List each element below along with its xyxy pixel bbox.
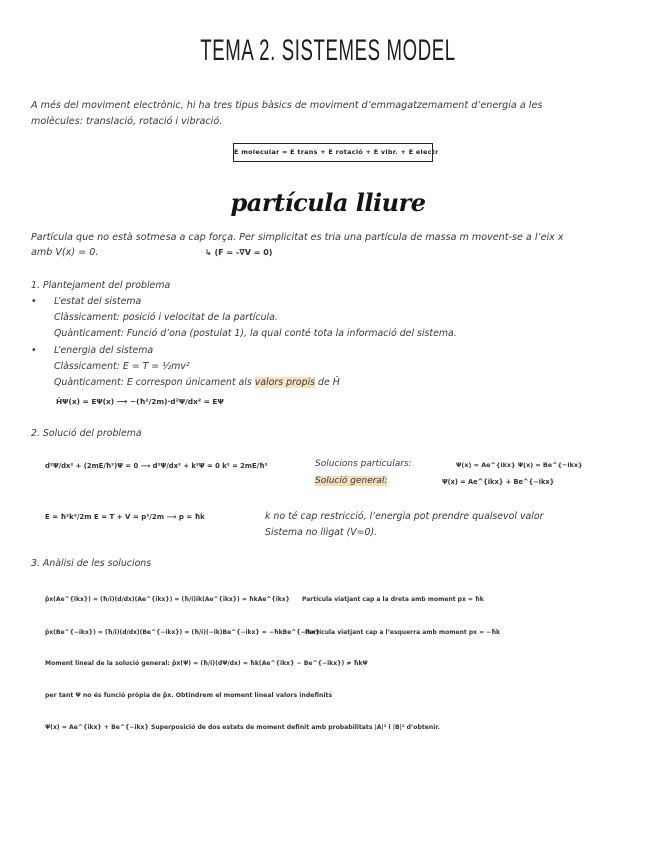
section3-line-2-eq: p̂x(Be^{−ikx}) = (ħ/i)(d/dx)(Be^{−ikx}) = (ħ/i)(−ik)Be^{−ikx} = −ħkBe^{−ikx} [45,629,320,636]
section1-classic-2: Clàssicament: E = T = ½mv² [54,361,190,372]
section1-heading: 1. Plantejament del problema [31,280,171,291]
energy-equation-box: Ε molecular = Ε trans + Ε rotació + Ε vibr. + Ε electr [233,143,433,162]
section2-note-2: Sistema no lligat (V=0). [265,527,378,538]
section1-bullet-2: L’energia del sistema [54,345,154,356]
section2-equation-row-1: d²Ψ/dx² + (2mE/ħ²)Ψ = 0 ⟶ d²Ψ/dx² + k²Ψ = 0 k² = 2mE/ħ² [45,462,268,470]
section2-equation-row-2: E = ħ²k²/2m E = T + V = p²/2m ⟶ p = ħk [45,513,205,521]
definition-line-2: amb V(x) = 0. [31,247,99,258]
valors-propis-highlight: valors propis [254,377,316,388]
section2-heading: 2. Solució del problema [31,428,142,439]
bullet-dot-2: • [31,345,37,356]
bullet-dot-1: • [31,296,37,307]
section3-line-5: Ψ(x) = Ae^{ikx} + Be^{−ikx} Superposició de dos estats de moment definit amb probabilitats |A|² i |B|² d’obtenir. [45,724,440,731]
general-solution-eq: Ψ(x) = Ae^{ikx} + Be^{−ikx} [442,478,555,486]
intro-line-1: A més del moviment electrònic, hi ha tres tipus bàsics de moviment d’emmagatzemament d’energia a les [31,100,543,111]
section1-quantum-1: Quànticament: Funció d’ona (postulat 1), la qual conté tota la informació del sistema. [54,328,457,339]
definition-line-1: Partícula que no està sotmesa a cap força. Per simplicitat es tria una partícula de massa m movent-se a l’eix x [31,232,564,243]
schrodinger-equation: ĤΨ(x) = EΨ(x) ⟶ −(ħ²/2m)·d²Ψ/dx² = EΨ [56,397,224,406]
page-title: TEMA 2. SISTEMES MODEL [200,34,456,67]
section3-line-2-note: Partícula viatjant cap a l’esquerra amb moment px = −ħk [305,629,500,636]
section3-line-4: per tant Ψ no és funció pròpia de p̂x. Obtindrem el moment lineal valors indefinits [45,692,333,699]
section1-bullet-1: L’estat del sistema [54,296,142,307]
intro-line-2: molècules: translació, rotació i vibració. [31,116,223,127]
section3-line-1-eq: p̂x(Ae^{ikx}) = (ħ/i)(d/dx)(Ae^{ikx}) = (ħ/i)ik(Ae^{ikx}) = ħkAe^{ikx} [45,596,290,603]
general-solution-label: Solució general: [315,476,388,486]
particular-solutions-eqs: Ψ(x) = Ae^{ikx} Ψ(x) = Be^{−ikx} [456,461,583,469]
quantum2-text-c: de Ĥ [318,377,340,388]
section-subtitle: partícula lliure [230,188,426,217]
particular-solutions-label: Solucions particulars: [315,459,412,469]
quantum2-text-a: Quànticament: E correspon únicament als [54,377,252,388]
section3-line-3: Moment lineal de la solució general: p̂x(Ψ) = (ħ/i)(dΨ/dx) = ħk(Ae^{ikx} − Be^{−ikx}) ≠ ħkΨ [45,660,368,667]
section1-classic-1: Clàssicament: posició i velocitat de la partícula. [54,312,278,323]
force-note: ↳ (F = -∇V = 0) [205,248,273,257]
section3-line-1-note: Partícula viatjant cap a la dreta amb moment px = ħk [302,596,484,603]
section3-heading: 3. Anàlisi de les solucions [31,558,152,569]
section2-note-1: k no té cap restricció, l’energia pot prendre qualsevol valor [265,511,544,522]
section1-quantum-2 [54,377,340,388]
